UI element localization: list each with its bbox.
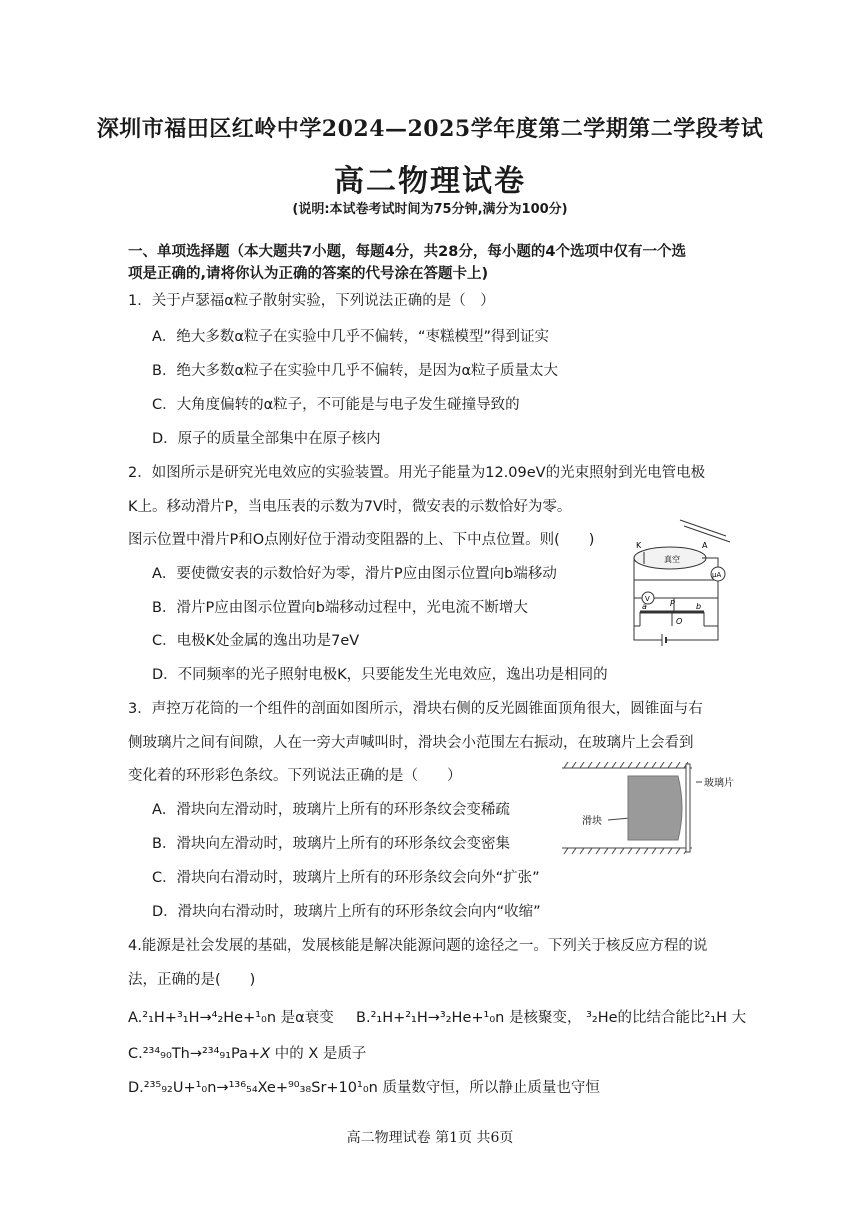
q2-stem-line2: K上。移动滑片P，当电压表的示数为7V时，微安表的示数恰好为零。 [128,499,572,515]
q2-option-c: C．电极K处金属的逸出功是7eV [152,633,360,649]
q4-option-c-equation: ²³⁴₉₀Th→²³⁴₉₁Pa+X [142,1046,271,1062]
photoelectric-circuit-figure [618,518,736,650]
q4-option-b [356,1008,746,1028]
fig-label-o: O [676,617,683,626]
q4-option-d [128,1078,600,1098]
fig-label-k: K [636,541,642,550]
q4-option-b-text2: He的比结合能比 [597,1010,705,1026]
q2-option-d: D．不同频率的光子照射电极K，只要能发生光电效应，逸出功是相同的 [152,667,608,683]
q4-option-b-nuclide2: ²₁ [704,1010,717,1026]
q4-option-c-text: 中的 X 是质子 [274,1046,367,1062]
q1-option-a: A．绝大多数α粒子在实验中几乎不偏转，“枣糕模型”得到证实 [152,329,549,345]
fig-label-a: A [702,541,708,550]
q4-option-b-equation: ²₁H+²₁H→³₂He+¹₀n [370,1010,505,1026]
section-heading-line2: 项是正确的,请将你认为正确的答案的代号涂在答题卡上) [128,266,489,282]
q4-option-c-letter: C. [128,1046,143,1062]
q2-stem-line1: 2．如图所示是研究光电效应的实验装置。用光子能量为12.09eV的光束照射到光电管电极 [128,465,706,481]
q1-option-d: D．原子的质量全部集中在原子核内 [152,431,381,447]
q4-option-c [128,1044,366,1064]
q4-option-b-nuclide: ³₂ [586,1010,598,1026]
fig-label-vacuum: 真空 [664,555,680,564]
fig-label-a-end: a [642,602,647,611]
q4-option-b-text: 是核聚变， [508,1010,582,1026]
fig-label-slider: 滑块 [582,816,602,827]
q3-stem-line3: 变化着的环形彩色条纹。下列说法正确的是（ ） [128,768,462,784]
q3-option-a: A．滑块向左滑动时，玻璃片上所有的环形条纹会变稀疏 [152,802,510,818]
q4-option-a [128,1008,334,1028]
q4-option-b-letter: B. [356,1010,371,1026]
page-footer: 高二物理试卷 第1页 共6页 [346,1130,514,1146]
school-exam-title: 深圳市福田区红岭中学2024—2025学年度第二学期第二学段考试 [96,116,764,142]
page-title: 高二物理试卷 [334,164,526,199]
q3-option-b: B．滑块向左滑动时，玻璃片上所有的环形条纹会变密集 [152,836,510,852]
section-heading-line1: 一、单项选择题（本大题共7小题，每题4分，共28分，每小题的4个选项中仅有一个选 [128,244,686,260]
q3-stem-line1: 3．声控万花筒的一个组件的剖面如图所示，滑块右侧的反光圆锥面顶角很大，圆锥面与右 [128,701,703,717]
q3-option-c: C．滑块向右滑动时，玻璃片上所有的环形条纹会向外“扩张” [152,870,540,886]
q2-stem-line3: 图示位置中滑片P和O点刚好位于滑动变阻器的上、下中点位置。则( ) [128,532,595,548]
q4-option-b-text3: H 大 [716,1010,747,1026]
fig-label-glass: 玻璃片 [704,778,734,789]
q2-option-a: A．要使微安表的示数恰好为零，滑片P应由图示位置向b端移动 [152,566,557,582]
q1-option-b: B．绝大多数α粒子在实验中几乎不偏转，是因为α粒子质量太大 [152,363,559,379]
fig-label-microammeter: μA [712,571,722,579]
fig-label-p: P [670,599,675,608]
exam-note: (说明:本试卷考试时间为75分钟,满分为100分) [292,202,568,217]
q1-stem: 1．关于卢瑟福α粒子散射实验，下列说法正确的是（ ） [128,293,495,309]
fig-label-b-end: b [696,602,702,611]
q4-stem-line1: 4.能源是社会发展的基础，发展核能是解决能源问题的途径之一。下列关于核反应方程的说 [128,938,708,954]
q4-option-d-text: 质量数守恒，所以静止质量也守恒 [382,1080,600,1096]
q4-option-a-equation: ²₁H+³₁H→⁴₂He+¹₀n [142,1010,277,1026]
kaleidoscope-slider-figure [560,762,782,856]
q4-option-d-equation: ²³⁵₉₂U+¹₀n→¹³⁶₅₄Xe+⁹⁰₃₈Sr+10¹₀n [143,1080,378,1096]
q1-option-c: C．大角度偏转的α粒子，不可能是与电子发生碰撞导致的 [152,397,520,413]
q3-option-d: D．滑块向右滑动时，玻璃片上所有的环形条纹会向内“收缩” [152,904,541,920]
fig-label-voltmeter: V [645,595,650,603]
q4-option-a-letter: A. [128,1010,143,1026]
q2-option-b: B．滑片P应由图示位置向b端移动过程中，光电流不断增大 [152,600,528,616]
q4-stem-line2: 法，正确的是( ) [128,972,256,988]
q3-stem-line2: 侧玻璃片之间有间隙，人在一旁大声喊叫时，滑块会小范围左右振动，在玻璃片上会看到 [128,735,694,751]
q4-option-d-letter: D. [128,1080,144,1096]
q4-option-a-text: 是α衰变 [280,1010,334,1026]
